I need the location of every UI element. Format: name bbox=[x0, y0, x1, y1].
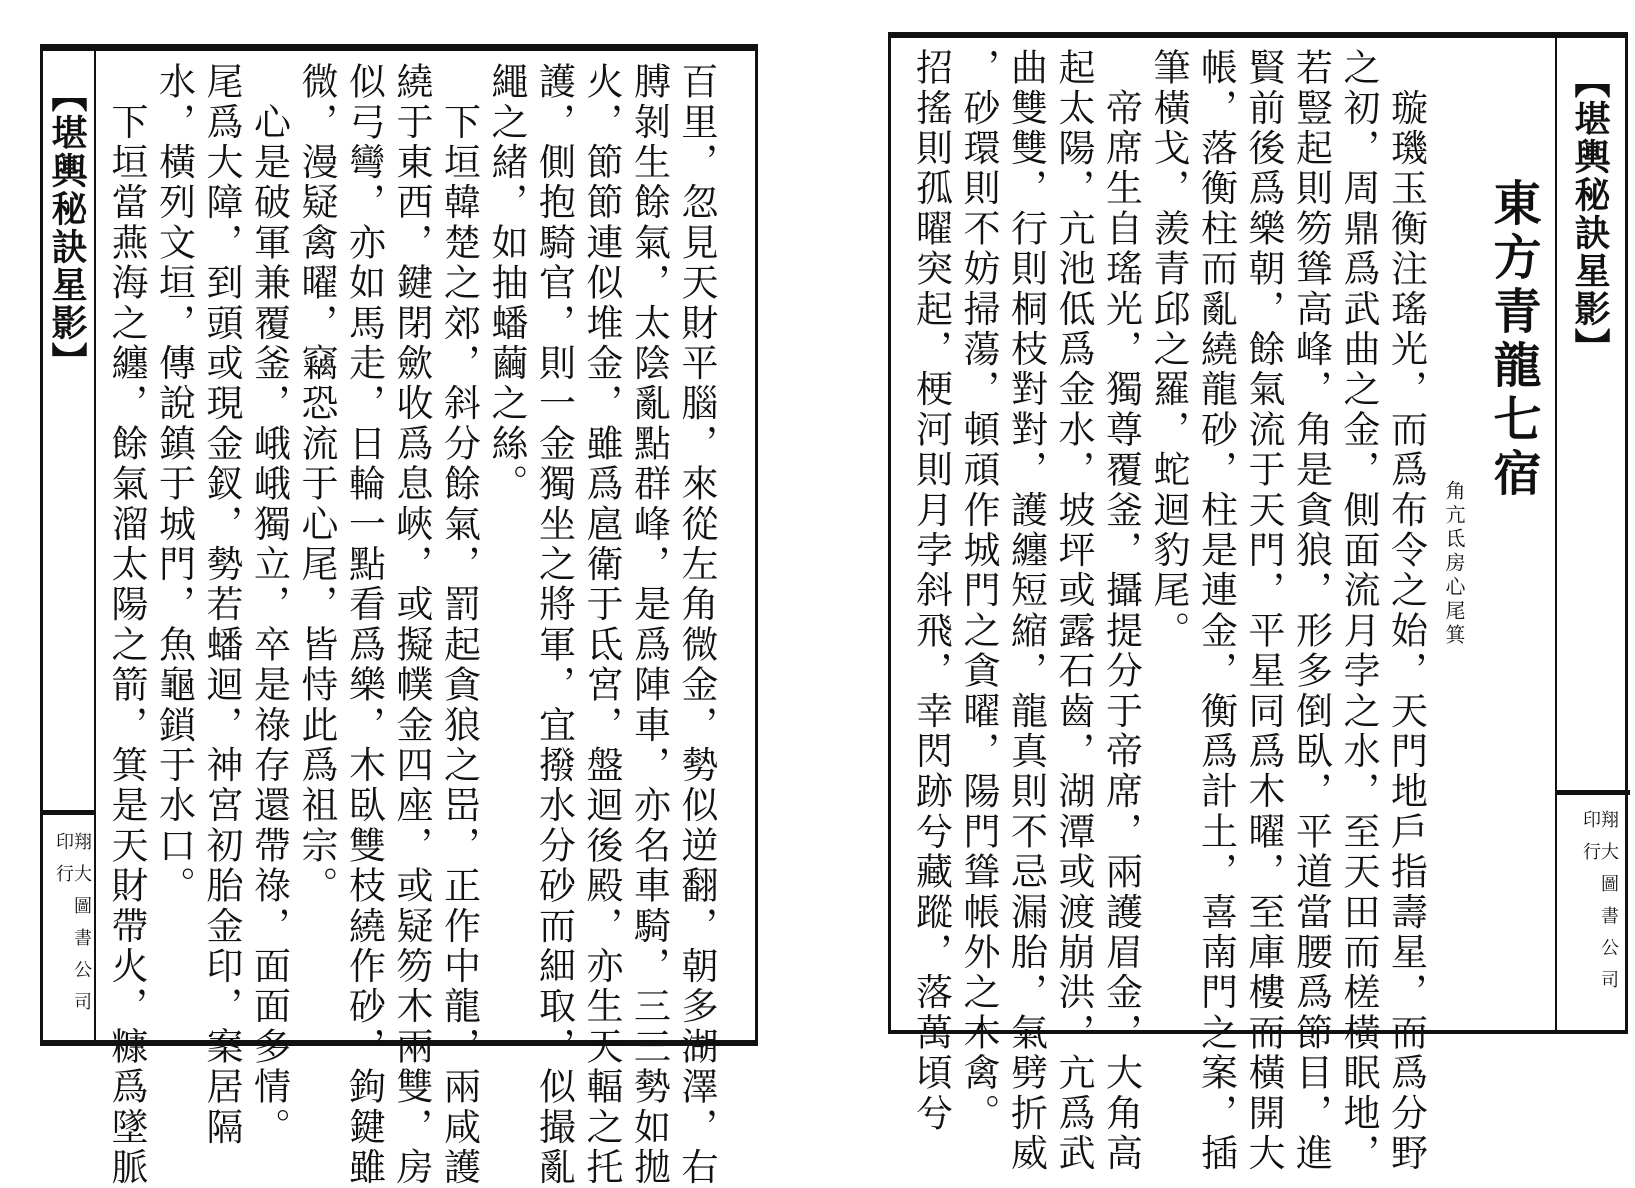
text-column: 曲雙雙，行則桐枝對對，護纏短縮，龍真則不忌漏胎，氣劈折威 bbox=[1004, 48, 1048, 1174]
text-column: 下垣當燕海之纏，餘氣溜太陽之箭，箕是天財帶火，糠爲墜脈 bbox=[105, 62, 148, 1188]
chapter-subtitle: 角亢氐房心尾箕 bbox=[1442, 480, 1466, 648]
right-publisher: 翔大圖書公司印行 bbox=[1580, 810, 1619, 1002]
text-column: ，砂環則不妨掃蕩，頓頑作城門之貪曜，陽門聳帳外之木禽。 bbox=[957, 48, 1000, 1134]
left-side-strip bbox=[42, 50, 96, 1040]
right-publisher-rule bbox=[1557, 790, 1630, 795]
right-book-title: 【堪輿秘訣星影】 bbox=[1569, 62, 1610, 366]
text-column: 尾爲大障，到頭或現金釵，勢若蟠迴，神宮初胎金印，案居隔 bbox=[200, 62, 243, 1148]
text-column: 微，漫疑禽曜，竊恐流于心尾，皆恃此爲祖宗。 bbox=[295, 62, 338, 907]
left-publisher-rule bbox=[42, 810, 94, 815]
right-body-text bbox=[908, 48, 1548, 1174]
chapter-title: 東方青龍七宿 bbox=[1485, 178, 1541, 502]
text-column: 膊剝生餘氣，太陰亂點群峰，是爲陣車，亦名車騎，三三勢如拋 bbox=[627, 62, 671, 1188]
text-column: 水，橫列文垣，傳說鎮于城門，魚龜鎖于水口。 bbox=[152, 62, 196, 907]
text-column: 筆橫戈，羨青邱之羅，蛇迴豹尾。 bbox=[1147, 48, 1190, 651]
text-column: 百里，忽見天財平腦，來從左角微金，勢似逆翻，朝多湖澤，右 bbox=[675, 62, 718, 1188]
text-column: 帳，落衡柱而亂繞龍砂，柱是連金，衡爲計土，喜南門之案，插 bbox=[1194, 48, 1238, 1174]
left-body-text bbox=[105, 62, 720, 1188]
text-column: 賢前後爲樂朝，餘氣流于天門，平星同爲木曜，至庫樓而橫開大 bbox=[1242, 48, 1285, 1174]
right-side-strip bbox=[1555, 36, 1630, 1030]
text-column: 似弓彎，亦如馬走，日輪一點看爲樂，木臥雙枝繞作砂，鉤鍵雖 bbox=[342, 62, 386, 1188]
text-column: 招搖則孤曜突起，梗河則月孛斜飛，幸閃跡兮藏蹤，落萬頃兮 bbox=[909, 48, 953, 1134]
text-column: 心是破軍兼覆釜，峨峨獨立，卒是祿存還帶祿，面面多情。 bbox=[247, 62, 291, 1148]
text-column: 之初，周鼎爲武曲之金，側面流月孛之水，至天田而槎橫眠地， bbox=[1337, 48, 1380, 1174]
chapter-subheading bbox=[1430, 48, 1479, 1014]
left-book-title: 【堪輿秘訣星影】 bbox=[46, 76, 87, 380]
text-column: 繩之緒，如抽蟠繭之絲。 bbox=[485, 62, 528, 505]
left-publisher: 翔大圖書公司印行 bbox=[53, 832, 92, 1024]
text-column: 護，側抱騎官，則一金獨坐之將軍，宜撥水分砂而細取，似撮亂 bbox=[532, 62, 576, 1188]
text-column: 繞于東西，鍵閉歛收爲息峽，或擬幞金四座，或疑笏木兩雙，房 bbox=[390, 62, 433, 1188]
text-column: 帝席生自瑤光，獨尊覆釜，攝提分于帝席，兩護眉金，大角高 bbox=[1099, 48, 1143, 1174]
right-page bbox=[880, 0, 1635, 1174]
text-column: 起太陽，亢池低爲金水，坡坪或露石齒，湖潭或渡崩洪，亢爲武 bbox=[1052, 48, 1095, 1174]
text-column: 下垣韓楚之郊，斜分餘氣，罰起貪狼之岊，正作中龍，兩咸護 bbox=[437, 62, 481, 1188]
chapter-heading bbox=[1478, 48, 1548, 1014]
text-column: 璇璣玉衡注瑤光，而爲布令之始，天門地戶指壽星，而爲分野 bbox=[1384, 48, 1428, 1174]
text-column: 若豎起則笏聳高峰，角是貪狼，形多倒臥，平道當腰爲節目，進 bbox=[1289, 48, 1333, 1174]
left-page bbox=[0, 0, 790, 1188]
text-column: 火，節節連似堆金，雖爲扈衛于氐宮，盤迴後殿，亦生天輻之托 bbox=[580, 62, 623, 1188]
